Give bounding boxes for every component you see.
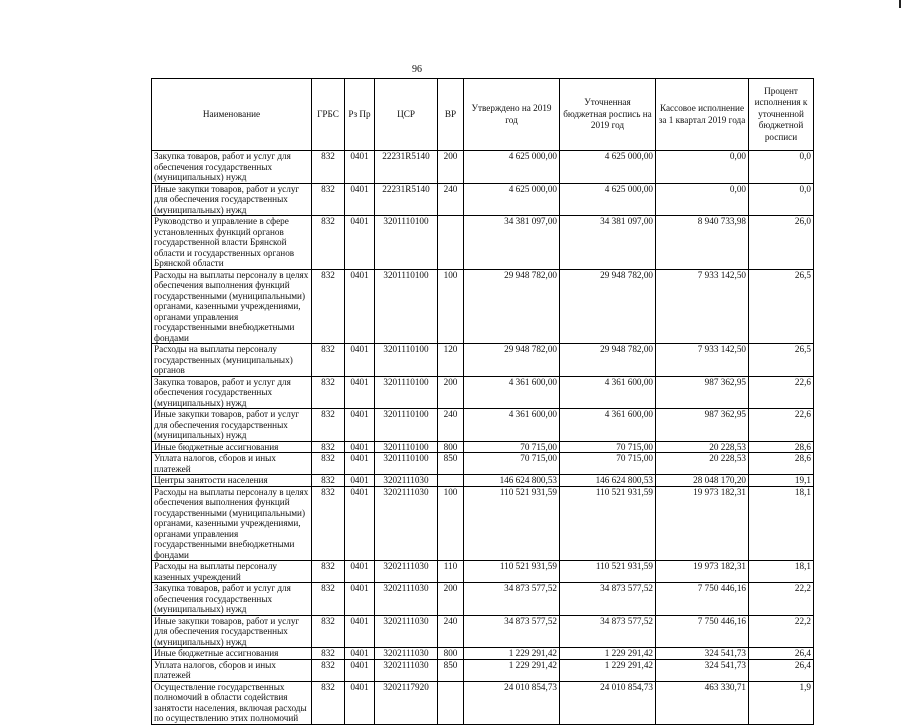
cell-rzpr: 0401 [345, 409, 375, 442]
table-row [152, 659, 814, 681]
cell-csr: 3202111030 [375, 561, 438, 583]
cell-cash: 8 940 733,98 [656, 216, 749, 270]
cell-approved: 1 229 291,42 [464, 648, 560, 660]
cell-vr [438, 216, 464, 270]
table-row [152, 615, 814, 648]
cell-rzpr: 0401 [345, 486, 375, 561]
cell-name: Центры занятости населения [152, 475, 312, 487]
cell-csr: 22231R5140 [375, 151, 438, 184]
table-row [152, 216, 814, 270]
table-row [152, 475, 814, 487]
table-row [152, 583, 814, 616]
table-row [152, 409, 814, 442]
table-row [152, 151, 814, 184]
cell-cash: 987 362,95 [656, 376, 749, 409]
page-number: 96 [412, 64, 422, 75]
cell-csr: 3201110100 [375, 269, 438, 344]
cell-rzpr: 0401 [345, 216, 375, 270]
cell-refined: 110 521 931,59 [560, 486, 656, 561]
cell-refined: 110 521 931,59 [560, 561, 656, 583]
table-body [152, 151, 814, 725]
header-cash-execution: Кассовое исполнение за 1 квартал 2019 года [656, 79, 749, 151]
table-row [152, 269, 814, 344]
cell-approved: 4 361 600,00 [464, 376, 560, 409]
cell-approved: 70 715,00 [464, 441, 560, 453]
cell-grbs: 832 [312, 615, 345, 648]
cell-cash: 20 228,53 [656, 453, 749, 475]
cell-approved: 29 948 782,00 [464, 344, 560, 377]
cell-percent: 1,9 [749, 681, 814, 724]
cell-refined: 1 229 291,42 [560, 659, 656, 681]
cell-rzpr: 0401 [345, 376, 375, 409]
header-name: Наименование [152, 79, 312, 151]
cell-cash: 19 973 182,31 [656, 561, 749, 583]
cell-vr: 200 [438, 376, 464, 409]
cell-name: Расходы на выплаты персоналу в целях обеспечения выполнения функций государственными (муниципальными) органами, казенными учреждениями, органами управления государственными внебюджетными фондами [152, 269, 312, 344]
cell-name: Иные бюджетные ассигнования [152, 441, 312, 453]
cell-vr: 850 [438, 453, 464, 475]
cell-percent: 28,6 [749, 453, 814, 475]
cell-rzpr: 0401 [345, 183, 375, 216]
cell-approved: 70 715,00 [464, 453, 560, 475]
cell-refined: 24 010 854,73 [560, 681, 656, 724]
cell-cash: 987 362,95 [656, 409, 749, 442]
cell-approved: 110 521 931,59 [464, 561, 560, 583]
cell-cash: 20 228,53 [656, 441, 749, 453]
cell-vr: 240 [438, 409, 464, 442]
cell-csr: 3202111030 [375, 648, 438, 660]
cell-grbs: 832 [312, 344, 345, 377]
cell-percent: 28,6 [749, 441, 814, 453]
cell-vr: 800 [438, 441, 464, 453]
cell-grbs: 832 [312, 269, 345, 344]
header-rzpr: Рз Пр [345, 79, 375, 151]
page-edge-mark [899, 0, 901, 8]
cell-name: Иные закупки товаров, работ и услуг для обеспечения государственных (муниципальных) нужд [152, 183, 312, 216]
header-approved: Утверждено на 2019 год [464, 79, 560, 151]
cell-refined: 4 361 600,00 [560, 409, 656, 442]
cell-vr: 200 [438, 583, 464, 616]
cell-percent: 22,6 [749, 409, 814, 442]
cell-csr: 22231R5140 [375, 183, 438, 216]
cell-name: Иные бюджетные ассигнования [152, 648, 312, 660]
cell-cash: 19 973 182,31 [656, 486, 749, 561]
cell-vr: 200 [438, 151, 464, 184]
cell-csr: 3201110100 [375, 409, 438, 442]
cell-grbs: 832 [312, 475, 345, 487]
cell-name: Расходы на выплаты персоналу государственных (муниципальных) органов [152, 344, 312, 377]
cell-percent: 0,0 [749, 151, 814, 184]
cell-cash: 0,00 [656, 151, 749, 184]
cell-name: Осуществление государственных полномочий в области содействия занятости населения, включая расходы по осуществлению этих полномочий [152, 681, 312, 724]
cell-csr: 3202111030 [375, 475, 438, 487]
cell-approved: 1 229 291,42 [464, 659, 560, 681]
cell-rzpr: 0401 [345, 681, 375, 724]
cell-vr: 100 [438, 486, 464, 561]
cell-name: Уплата налогов, сборов и иных платежей [152, 453, 312, 475]
cell-approved: 146 624 800,53 [464, 475, 560, 487]
table-row [152, 376, 814, 409]
cell-approved: 34 873 577,52 [464, 615, 560, 648]
cell-cash: 324 541,73 [656, 648, 749, 660]
cell-approved: 110 521 931,59 [464, 486, 560, 561]
cell-csr: 3201110100 [375, 216, 438, 270]
cell-approved: 34 381 097,00 [464, 216, 560, 270]
cell-percent: 22,6 [749, 376, 814, 409]
header-grbs: ГРБС [312, 79, 345, 151]
cell-percent: 26,0 [749, 216, 814, 270]
cell-grbs: 832 [312, 583, 345, 616]
cell-refined: 1 229 291,42 [560, 648, 656, 660]
cell-csr: 3202111030 [375, 486, 438, 561]
cell-rzpr: 0401 [345, 561, 375, 583]
cell-vr: 800 [438, 648, 464, 660]
cell-csr: 3201110100 [375, 344, 438, 377]
cell-name: Уплата налогов, сборов и иных платежей [152, 659, 312, 681]
cell-percent: 26,4 [749, 648, 814, 660]
cell-grbs: 832 [312, 183, 345, 216]
cell-cash: 28 048 170,20 [656, 475, 749, 487]
table-row [152, 453, 814, 475]
cell-approved: 34 873 577,52 [464, 583, 560, 616]
header-row [152, 79, 814, 151]
table-row [152, 441, 814, 453]
table-row [152, 648, 814, 660]
cell-rzpr: 0401 [345, 475, 375, 487]
cell-refined: 4 625 000,00 [560, 151, 656, 184]
cell-csr: 3202111030 [375, 583, 438, 616]
cell-refined: 29 948 782,00 [560, 344, 656, 377]
cell-percent: 18,1 [749, 561, 814, 583]
cell-percent: 26,4 [749, 659, 814, 681]
cell-name: Иные закупки товаров, работ и услуг для обеспечения государственных (муниципальных) нужд [152, 615, 312, 648]
cell-approved: 24 010 854,73 [464, 681, 560, 724]
cell-grbs: 832 [312, 441, 345, 453]
cell-csr: 3201110100 [375, 441, 438, 453]
cell-percent: 19,1 [749, 475, 814, 487]
cell-grbs: 832 [312, 681, 345, 724]
cell-grbs: 832 [312, 376, 345, 409]
cell-cash: 7 933 142,50 [656, 344, 749, 377]
cell-grbs: 832 [312, 409, 345, 442]
cell-vr: 100 [438, 269, 464, 344]
cell-cash: 7 750 446,16 [656, 615, 749, 648]
cell-name: Руководство и управление в сфере установленных функций органов государственной власти Брянской области и государственных органов Брянской области [152, 216, 312, 270]
cell-rzpr: 0401 [345, 441, 375, 453]
cell-percent: 0,0 [749, 183, 814, 216]
table-row [152, 183, 814, 216]
header-vr: ВР [438, 79, 464, 151]
cell-rzpr: 0401 [345, 453, 375, 475]
cell-percent: 18,1 [749, 486, 814, 561]
cell-vr [438, 681, 464, 724]
cell-name: Закупка товаров, работ и услуг для обеспечения государственных (муниципальных) нужд [152, 583, 312, 616]
cell-cash: 324 541,73 [656, 659, 749, 681]
cell-name: Закупка товаров, работ и услуг для обеспечения государственных (муниципальных) нужд [152, 151, 312, 184]
header-refined: Уточненная бюджетная роспись на 2019 год [560, 79, 656, 151]
cell-grbs: 832 [312, 216, 345, 270]
cell-cash: 0,00 [656, 183, 749, 216]
cell-cash: 7 750 446,16 [656, 583, 749, 616]
cell-rzpr: 0401 [345, 648, 375, 660]
cell-refined: 70 715,00 [560, 441, 656, 453]
cell-grbs: 832 [312, 648, 345, 660]
header-csr: ЦСР [375, 79, 438, 151]
cell-refined: 29 948 782,00 [560, 269, 656, 344]
cell-csr: 3202111030 [375, 615, 438, 648]
cell-refined: 146 624 800,53 [560, 475, 656, 487]
cell-csr: 3202117920 [375, 681, 438, 724]
cell-refined: 34 873 577,52 [560, 615, 656, 648]
cell-approved: 4 361 600,00 [464, 409, 560, 442]
table-row [152, 344, 814, 377]
cell-vr [438, 475, 464, 487]
cell-approved: 4 625 000,00 [464, 183, 560, 216]
cell-rzpr: 0401 [345, 151, 375, 184]
cell-percent: 26,5 [749, 269, 814, 344]
cell-percent: 26,5 [749, 344, 814, 377]
cell-grbs: 832 [312, 561, 345, 583]
cell-percent: 22,2 [749, 583, 814, 616]
cell-refined: 34 381 097,00 [560, 216, 656, 270]
cell-rzpr: 0401 [345, 615, 375, 648]
cell-name: Расходы на выплаты персоналу в целях обеспечения выполнения функций государственными (муниципальными) органами, казенными учреждениями, органами управления государственными внебюджетными фондами [152, 486, 312, 561]
cell-vr: 240 [438, 183, 464, 216]
cell-refined: 70 715,00 [560, 453, 656, 475]
cell-rzpr: 0401 [345, 659, 375, 681]
cell-cash: 7 933 142,50 [656, 269, 749, 344]
cell-name: Иные закупки товаров, работ и услуг для обеспечения государственных (муниципальных) нужд [152, 409, 312, 442]
cell-grbs: 832 [312, 151, 345, 184]
cell-cash: 463 330,71 [656, 681, 749, 724]
cell-rzpr: 0401 [345, 583, 375, 616]
cell-approved: 29 948 782,00 [464, 269, 560, 344]
cell-csr: 3202111030 [375, 659, 438, 681]
cell-csr: 3201110100 [375, 376, 438, 409]
cell-csr: 3201110100 [375, 453, 438, 475]
cell-grbs: 832 [312, 659, 345, 681]
cell-vr: 240 [438, 615, 464, 648]
cell-refined: 4 361 600,00 [560, 376, 656, 409]
cell-grbs: 832 [312, 453, 345, 475]
cell-vr: 110 [438, 561, 464, 583]
table-row [152, 561, 814, 583]
cell-vr: 120 [438, 344, 464, 377]
cell-percent: 22,2 [749, 615, 814, 648]
cell-name: Расходы на выплаты персоналу казенных учреждений [152, 561, 312, 583]
table-row [152, 486, 814, 561]
table-row [152, 681, 814, 724]
cell-grbs: 832 [312, 486, 345, 561]
cell-approved: 4 625 000,00 [464, 151, 560, 184]
cell-refined: 4 625 000,00 [560, 183, 656, 216]
cell-rzpr: 0401 [345, 269, 375, 344]
cell-vr: 850 [438, 659, 464, 681]
cell-name: Закупка товаров, работ и услуг для обеспечения государственных (муниципальных) нужд [152, 376, 312, 409]
cell-refined: 34 873 577,52 [560, 583, 656, 616]
budget-table [151, 78, 814, 725]
cell-rzpr: 0401 [345, 344, 375, 377]
header-percent: Процент исполнения к уточненной бюджетной росписи [749, 79, 814, 151]
